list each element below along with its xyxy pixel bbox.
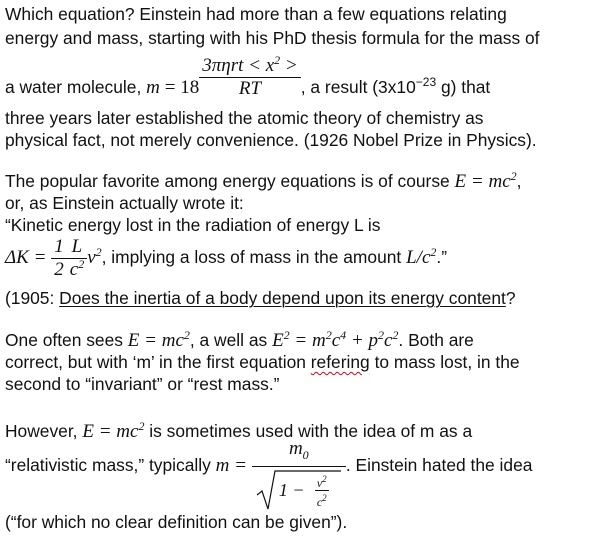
p4-line2: “relativistic mass,” typically m = $m_0$ 1 − $\frac{v^2}{c^2}$ . Einstein hated the idea [5, 438, 533, 509]
equals-sign: = [164, 77, 176, 98]
p2-line4: ΔK = $\frac{1}{2}$ $\frac{L}{c^2}$ $v^2$, implying a loss of mass in the amount $L/c^2$.” [5, 236, 448, 280]
p4-line3: (“for which no clear definition can be given”). [5, 512, 348, 532]
p1-line2: energy and mass, starting with his PhD thesis formula for the mass of [5, 28, 540, 48]
energy-momentum-relation: $E^2 = m^2c^4 + p^2c^2$ [272, 328, 399, 351]
fraction-denominator: RT [238, 78, 262, 99]
p1-line3-text: a water molecule, [5, 77, 142, 97]
p1-line3 [5, 55, 490, 100]
thesis-formula-fraction [199, 55, 300, 100]
rest-mass: $m_0$ [252, 438, 346, 467]
fraction-numerator: $3\pi\eta rt < x^2$ > [199, 55, 300, 78]
l-over-c2: $L/c^2$ [406, 245, 437, 268]
misspelled-word[interactable]: refering [310, 352, 370, 372]
p3-line1: One often sees $E = mc^2$, a well as $E^2 = m^2c^4 + p^2c^2$. Both are [5, 328, 474, 351]
p2-line2: or, as Einstein actually wrote it: [5, 193, 244, 213]
p2-line1-text: The popular favorite among energy equations is of course [5, 171, 450, 191]
p2-line5: (1905: Does the inertia of a body depend upon its energy content? [5, 288, 516, 308]
p3-line3: second to “invariant” or “rest mass.” [5, 374, 280, 394]
p1-line5: physical fact, not merely convenience. (1926 Nobel Prize in Physics). [5, 130, 537, 150]
square-root [255, 469, 343, 511]
p1-line4: three years later established the atomic theory of chemistry as [5, 108, 484, 128]
v2-over-c2: $\frac{v^2}{c^2}$ [316, 473, 327, 509]
mass-variable: m [146, 77, 160, 98]
p1-line1: Which equation? Einstein had more than a few equations relating [5, 4, 507, 24]
v-squared: $v^2$ [87, 245, 102, 268]
one-minus: 1 − [278, 479, 305, 500]
result-text: , a result (3x10 [300, 77, 416, 97]
exponent: −23 [415, 75, 437, 89]
p4-line1: However, $E = mc^2$ is sometimes used with the idea of m as a [5, 419, 473, 442]
delta-k: ΔK = [5, 247, 47, 268]
l-over-c2-fraction: $\frac{L}{c^2}$ [67, 236, 87, 281]
half-fraction: $\frac{1}{2}$ [51, 236, 67, 281]
coefficient: 18 [180, 77, 200, 98]
emc2-equation: $E = mc^2$ [127, 328, 190, 351]
paper-title-link[interactable]: Does the inertia of a body depend upon its energy content [59, 288, 506, 308]
p2-line3: “Kinetic energy lost in the radiation of energy L is [5, 215, 381, 235]
p2-line1: The popular favorite among energy equations is of course $E = mc^2$, [5, 169, 522, 192]
lorentz-denominator [252, 467, 346, 511]
emc2-equation: $E = mc^2$ [82, 419, 145, 442]
p2-line4-text: , implying a loss of mass in the amount [101, 247, 402, 267]
relativistic-mass-fraction [252, 438, 346, 511]
p3-line2: correct, but with ‘m’ in the first equation refering to mass lost, in the [5, 352, 520, 372]
result-unit: g) that [436, 77, 491, 97]
m-equals: m = [215, 455, 247, 476]
emc2-equation: $E = mc^2$ [454, 169, 517, 192]
